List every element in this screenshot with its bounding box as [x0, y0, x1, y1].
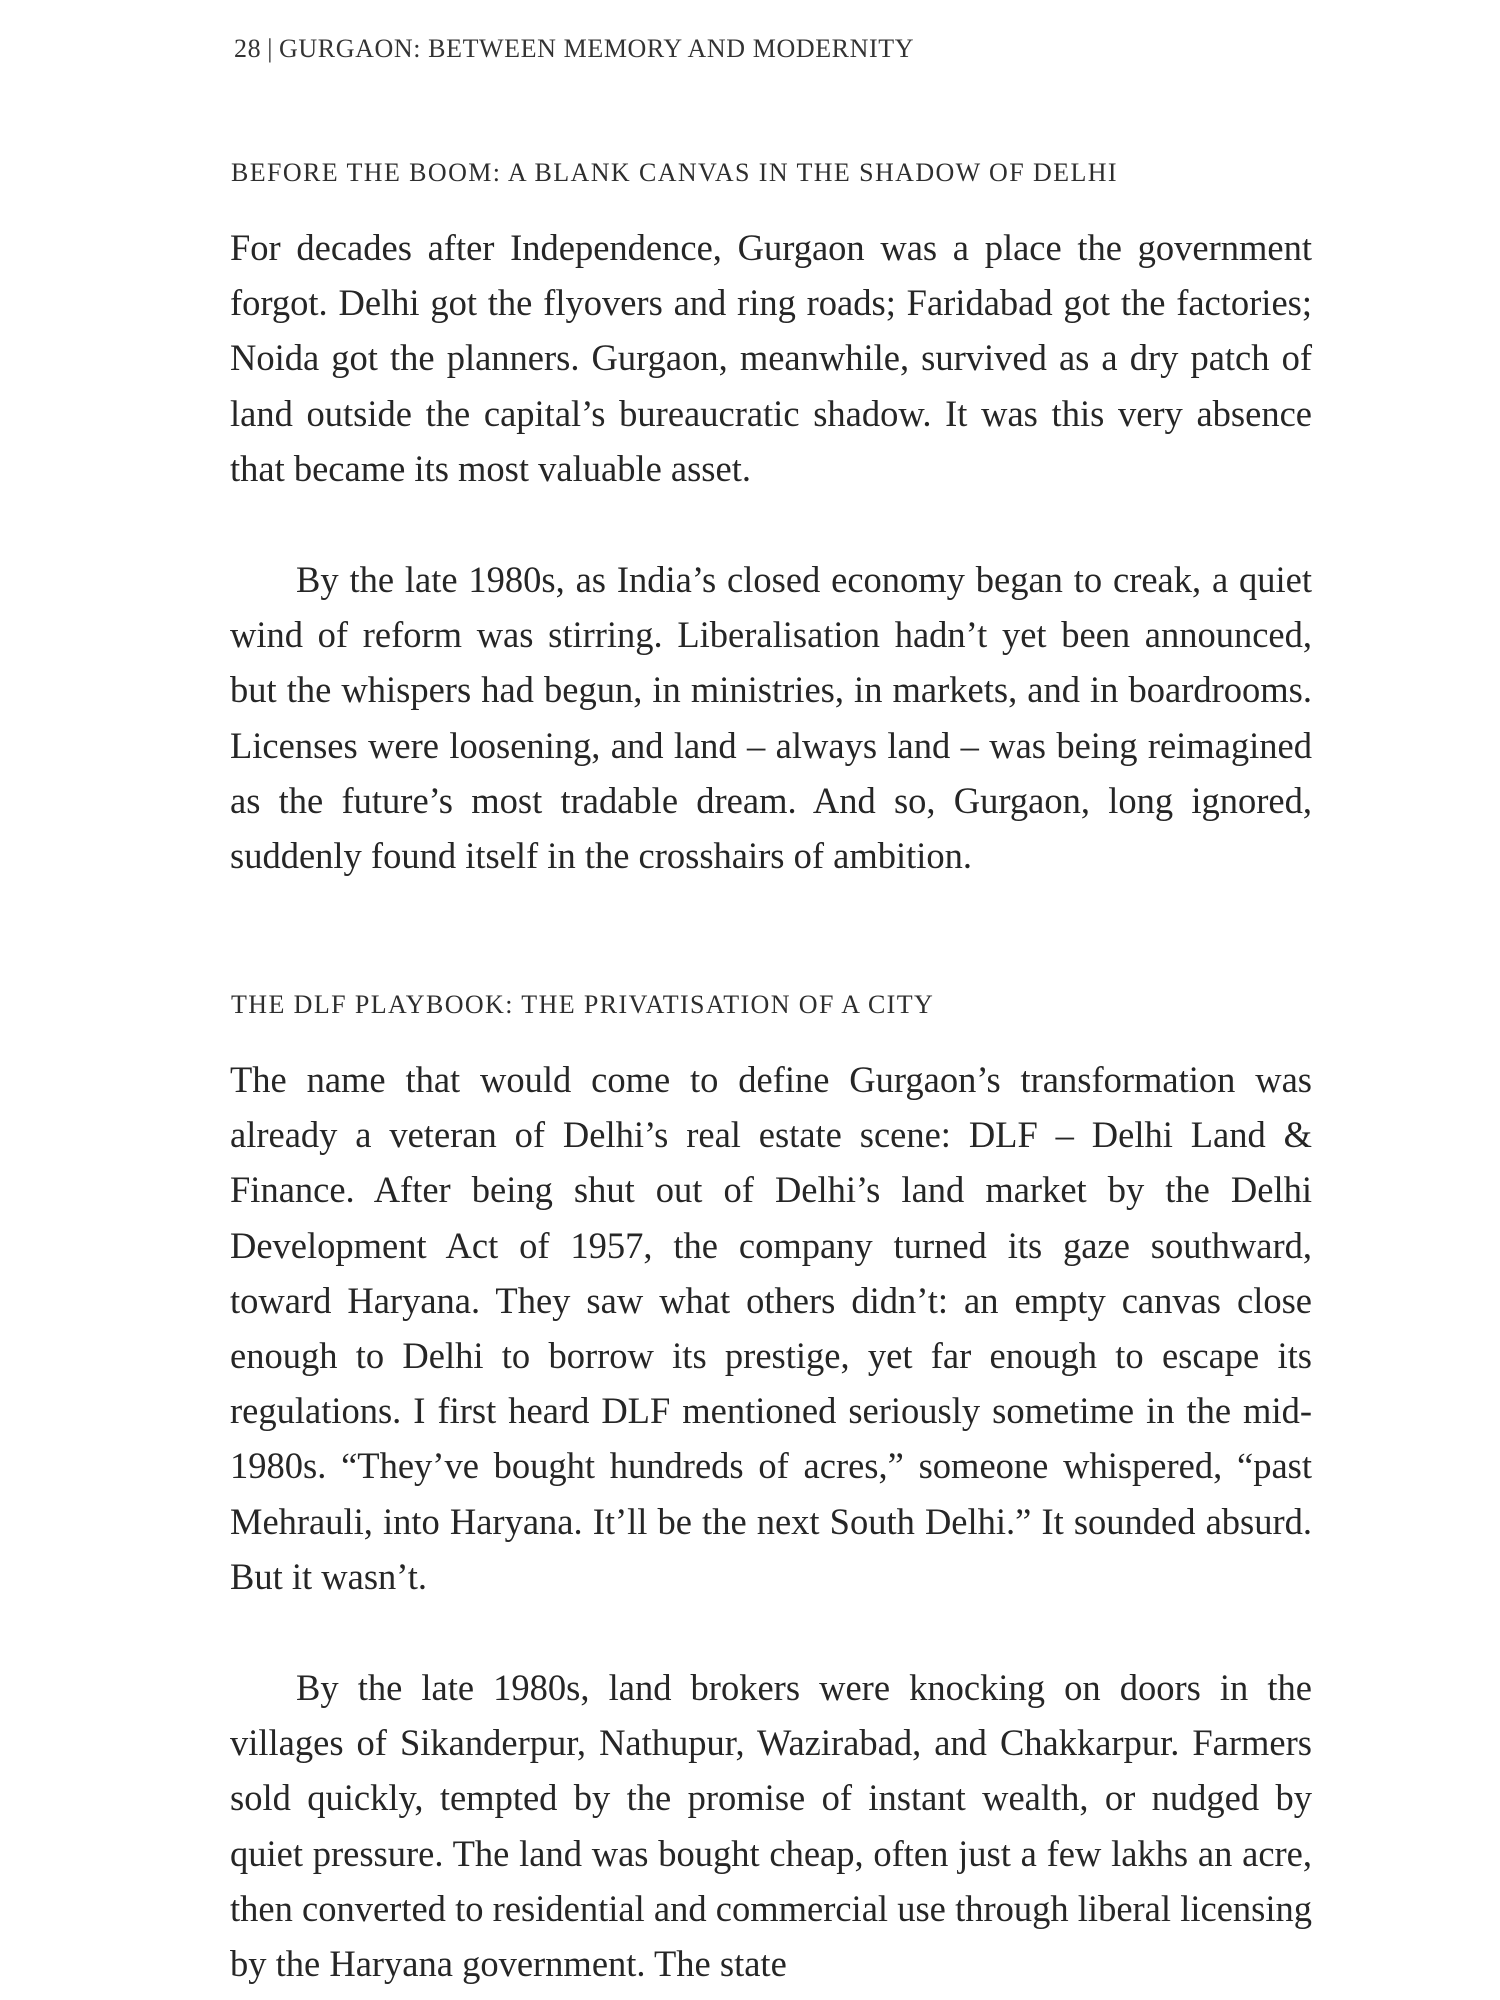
- page-number: 28: [234, 34, 262, 63]
- paragraph-4: By the late 1980s, land brokers were knocking on doors in the villages of Sikanderpur, Nathupur, Wazirabad, and Chakkarpur. Farmers sold quickly, tempted by the promise of instant wealth, or nudged by quiet pressure. The land was bought cheap, often just a few lakhs an acre, then converted to residential and commercial use through liberal licensing by the Haryana government. The state: [230, 1667, 1312, 1985]
- paragraph-1: For decades after Independence, Gurgaon was a place the government forgot. Delhi got the flyovers and ring roads; Faridabad got the factories; Noida got the planners. Gurgaon, meanwhile, survived as a dry patch of land outside the capital’s bureaucratic shadow. It was this very absence that became its most valuable asset.: [230, 227, 1312, 489]
- running-head-separator: |: [267, 34, 274, 63]
- running-head: [234, 34, 914, 64]
- paragraph-3: The name that would come to define Gurgaon’s transformation was already a veteran of Delhi’s real estate scene: DLF – Delhi Land & Finance. After being shut out of Delhi’s land market by the Delhi Development Act of 1957, the company turned its gaze southward, toward Haryana. They saw what others didn’t: an empty canvas close enough to Delhi to borrow its prestige, yet far enough to escape its regulations. I first heard DLF mentioned seriously sometime in the mid-1980s. “They’ve bought hundreds of acres,” someone whispered, “past Mehrauli, into Haryana. It’ll be the next South Delhi.” It sounded absurd. But it wasn’t.: [230, 1059, 1312, 1597]
- section-heading-before-the-boom: BEFORE THE BOOM: A BLANK CANVAS IN THE SHADOW OF DELHI: [231, 158, 1118, 187]
- book-title: GURGAON: BETWEEN MEMORY AND MODERNITY: [279, 34, 915, 63]
- book-page: [230, 0, 1315, 2000]
- section-heading-dlf-playbook: THE DLF PLAYBOOK: THE PRIVATISATION OF A CITY: [231, 990, 935, 1019]
- paragraph-2: By the late 1980s, as India’s closed economy began to creak, a quiet wind of reform was stirring. Liberalisation hadn’t yet been announced, but the whispers had begun, in ministries, in markets, and in boardrooms. Licenses were loosening, and land – always land – was being reimagined as the future’s most tradable dream. And so, Gurgaon, long ignored, suddenly found itself in the crosshairs of ambition.: [230, 559, 1312, 877]
